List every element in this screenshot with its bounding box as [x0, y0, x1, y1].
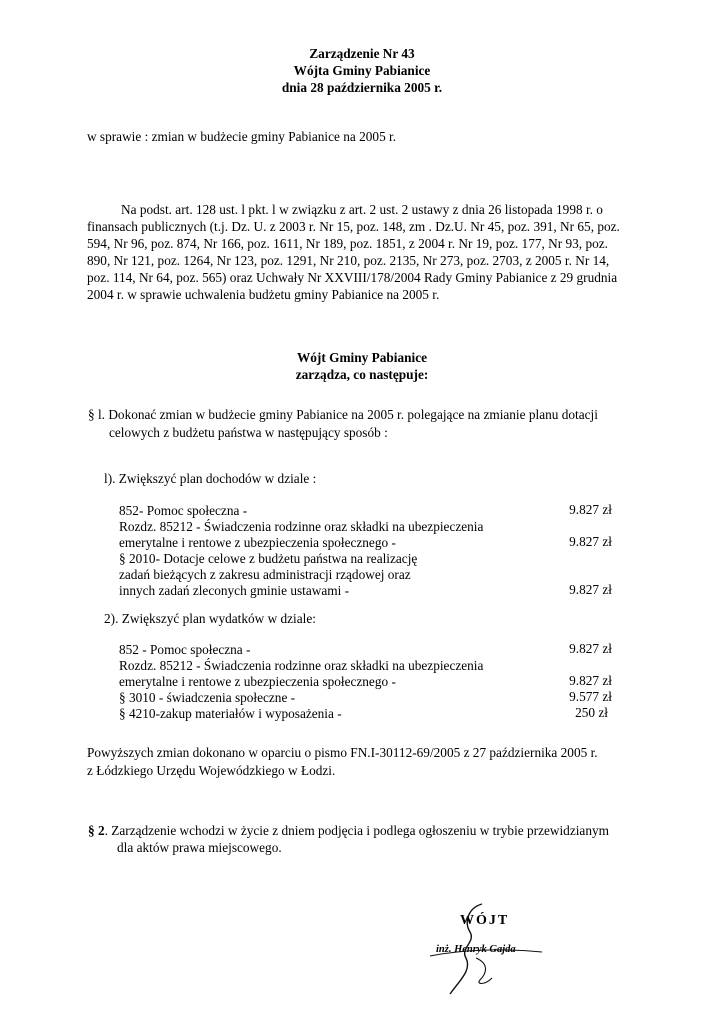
expense-row-label: 852 - Pomoc społeczna - [119, 642, 251, 657]
expense-row-amount: 9.827 zł [569, 641, 612, 656]
income-row-label: § 2010- Dotacje celowe z budżetu państwa na realizację [119, 551, 418, 566]
title-line-2: Wójta Gminy Pabianice [293, 63, 431, 78]
expense-row-amount: 250 zł [575, 705, 608, 720]
paragraph-2-mark: § 2 [88, 823, 105, 838]
income-row-amount: 9.827 zł [569, 502, 612, 517]
decree-heading-1: Wójt Gminy Pabianice [296, 350, 427, 365]
income-row-label: Rozdz. 85212 - Świadczenia rodzinne oraz składki na ubezpieczenia [119, 519, 484, 534]
basis-line: poz. 114, Nr 64, poz. 565) oraz Uchwały Nr XXVIII/178/2004 Rady Gminy Pabianice z 29 grudnia [87, 270, 618, 285]
expense-row-label: Rozdz. 85212 - Świadczenia rodzinne oraz składki na ubezpieczenia [119, 658, 484, 673]
paragraph-1-line: celowych z budżetu państwa w następujący sposób : [109, 425, 388, 440]
paragraph-1-line: § l. Dokonać zmian w budżecie gminy Pabianice na 2005 r. polegające na zmianie planu dotacji [88, 407, 598, 422]
signature-drawing [420, 898, 560, 1008]
basis-line: finansach publicznych (t.j. Dz. U. z 2003 r. Nr 15, poz. 148, zm . Dz.U. Nr 45, poz. 391, Nr 65, poz. [87, 219, 620, 234]
signature-flourish [476, 958, 492, 984]
expense-heading: 2). Zwiększyć plan wydatków w dziale: [104, 611, 316, 626]
paragraph-2-line [88, 822, 609, 839]
basis-note-line: Powyższych zmian dokonano w oparciu o pismo FN.I-30112-69/2005 z 27 października 2005 r. [87, 745, 598, 760]
signature-title: WÓJT [460, 913, 510, 928]
basis-line: Na podst. art. 128 ust. l pkt. l w związku z art. 2 ust. 2 ustawy z dnia 26 listopada 1998 r. o [121, 202, 603, 217]
income-row-amount: 9.827 zł [569, 582, 612, 597]
expense-row-label: emerytalne i rentowe z ubezpieczenia społecznego - [119, 674, 396, 689]
signature-stamp [420, 898, 560, 1008]
expense-row-amount: 9.827 zł [569, 673, 612, 688]
paragraph-2-text: . Zarządzenie wchodzi w życie z dniem podjęcia i podlega ogłoszeniu w trybie przewidzianym [104, 823, 609, 838]
income-row-amount: 9.827 zł [569, 534, 612, 549]
income-row-label: zadań bieżących z zakresu administracji rządowej oraz [119, 567, 411, 582]
basis-line: 594, Nr 96, poz. 874, Nr 166, poz. 1611, Nr 189, poz. 1851, z 2004 r. Nr 19, poz. 177, Nr 93, poz. [87, 236, 608, 251]
income-heading: l). Zwiększyć plan dochodów w dziale : [104, 471, 317, 486]
paragraph-2-line: dla aktów prawa miejscowego. [117, 840, 282, 855]
expense-row-label: § 3010 - świadczenia społeczne - [119, 690, 296, 705]
basis-note-line: z Łódzkiego Urzędu Wojewódzkiego w Łodzi. [87, 763, 336, 778]
title-line-1: Zarządzenie Nr 43 [309, 46, 415, 61]
income-row-label: emerytalne i rentowe z ubezpieczenia społecznego - [119, 535, 396, 550]
expense-row-amount: 9.577 zł [569, 689, 612, 704]
income-row-label: 852- Pomoc społeczna - [119, 503, 248, 518]
decree-heading-2: zarządza, co następuje: [295, 367, 429, 382]
title-line-3: dnia 28 października 2005 r. [281, 80, 443, 95]
expense-row-label: § 4210-zakup materiałów i wyposażenia - [119, 706, 342, 721]
signature-name: inż. Henryk Gajda [436, 944, 516, 955]
basis-line: 2004 r. w sprawie uchwalenia budżetu gminy Pabianice na 2005 r. [87, 287, 440, 302]
basis-line: 890, Nr 121, poz. 1264, Nr 123, poz. 1291, Nr 210, poz. 2135, Nr 273, poz. 2703, z 2005 r. Nr 14, [87, 253, 610, 268]
income-row-label: innych zadań zleconych gminie ustawami - [119, 583, 350, 598]
subject-line: w sprawie : zmian w budżecie gminy Pabianice na 2005 r. [87, 129, 397, 144]
